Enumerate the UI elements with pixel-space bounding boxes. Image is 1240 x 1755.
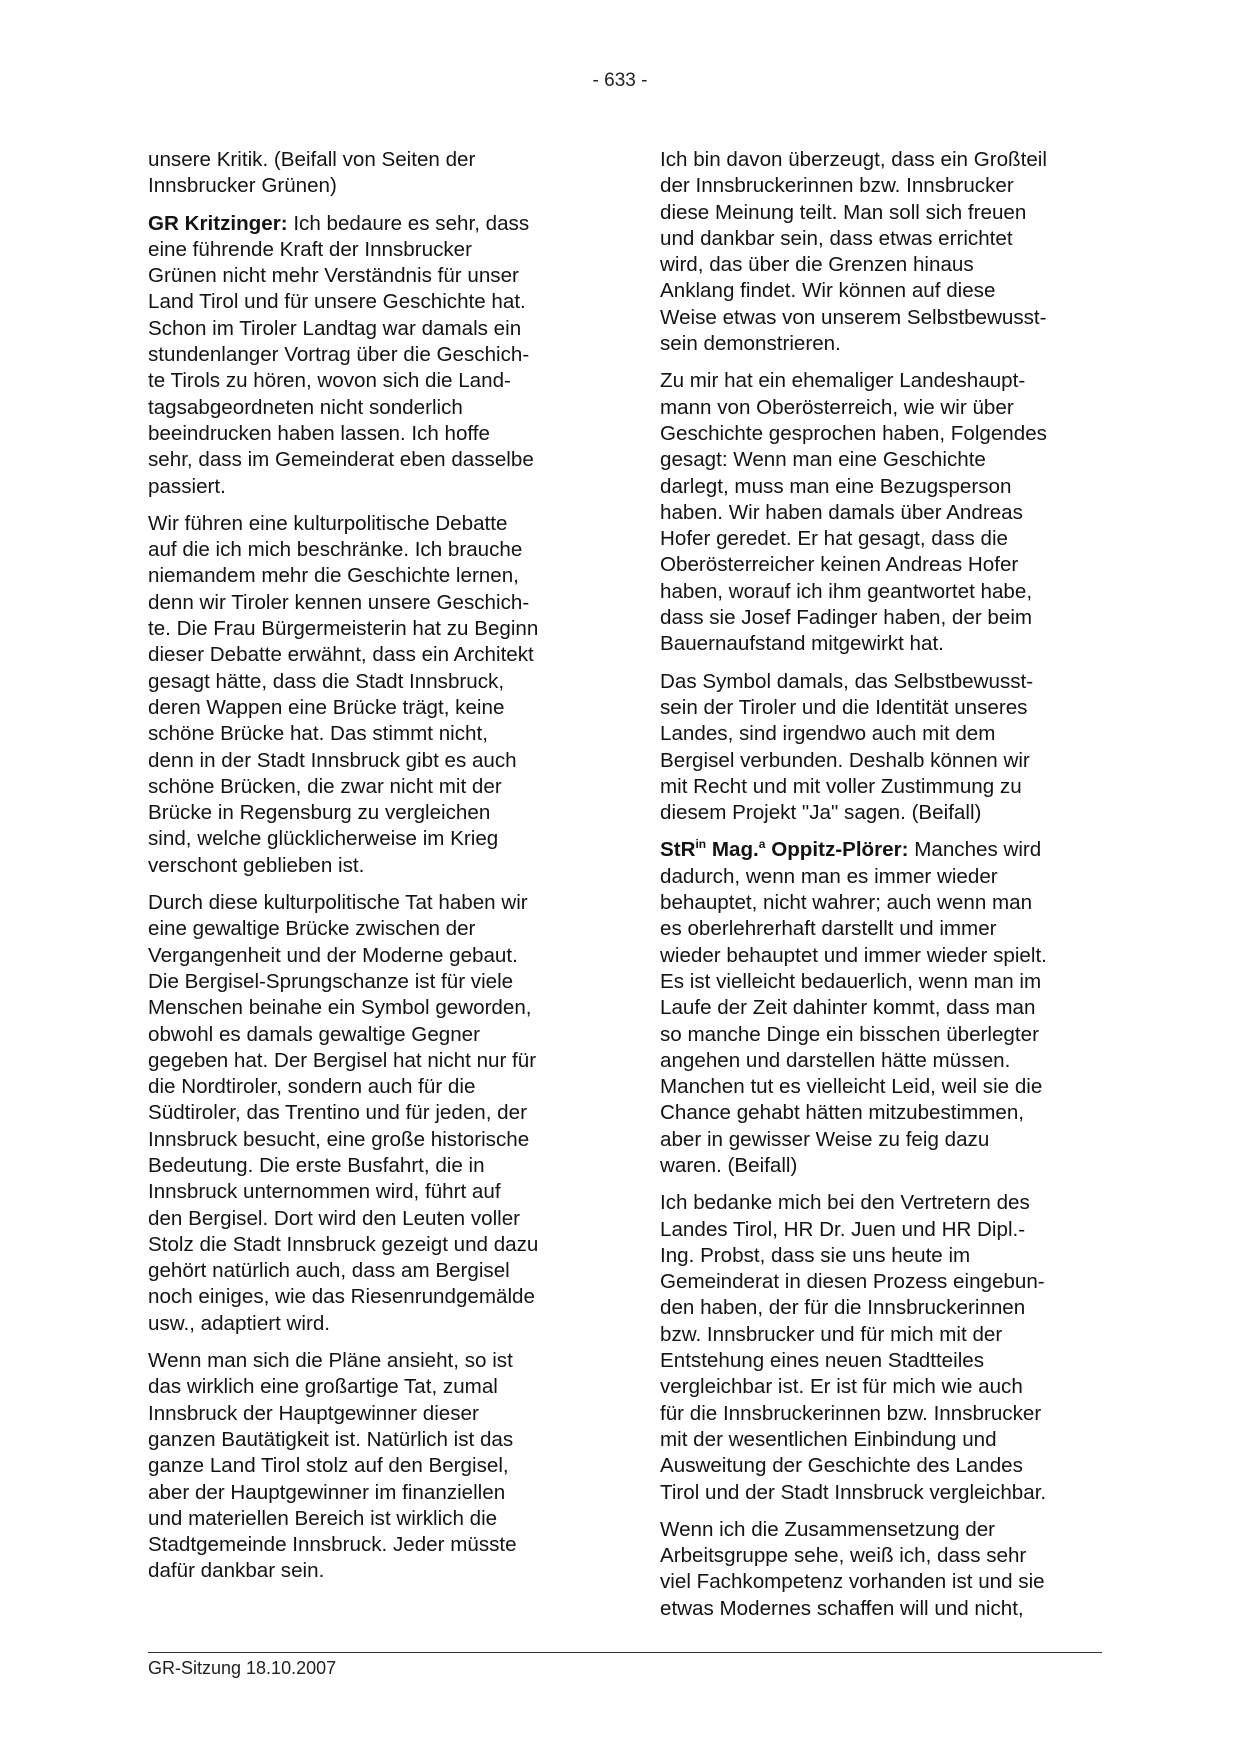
speaker-name: GR Kritzinger:: [148, 211, 288, 235]
right-column: [660, 147, 1105, 1633]
footer-divider: [148, 1652, 1102, 1653]
speaker-degree: Mag.: [706, 838, 759, 862]
paragraph: [148, 511, 593, 879]
speaker-name: [660, 838, 908, 861]
paragraph: [148, 890, 593, 1337]
speaker-degree-suffix: a: [758, 837, 766, 852]
paragraph-text: Ich bedanke mich bei den Vertretern des Landes Tirol, HR Dr. Juen und HR Dipl.- Ing. Probst, dass sie uns heute im Gemeinderat in diesen Prozess eingebun- den haben, der für die Innsbruckerinnen bzw. Innsbrucker und für mich mit der Entstehung eines neuen Stadtteiles vergleichbar ist. Er ist für mich wie auch für die Innsbruckerinnen bzw. Innsbrucker mit der wesentlichen Einbindung und Ausweitung der Geschichte des Landes Tirol und der Stadt Innsbruck vergleichbar.: [660, 1191, 1047, 1504]
paragraph-text: unsere Kritik. (Beifall von Seiten der Innsbrucker Grünen): [148, 148, 476, 198]
paragraph: [660, 837, 1105, 1179]
paragraph: [660, 147, 1105, 357]
speaker-surname: Oppitz-Plörer:: [765, 838, 909, 862]
page-number: - 633 -: [592, 70, 648, 91]
paragraph-text: Manches wird dadurch, wenn man es immer wieder behauptet, nicht wahrer; auch wenn man es oberlehrerhaft darstellt und immer wieder behauptet und immer wieder spielt. Es ist vielleicht bedauerlich, wenn man im Laufe der Zeit dahinter kommt, dass man so manche Dinge ein bisschen überlegter angehen und darstellen hätte müssen. Manchen tut es vielleicht Leid, weil sie die Chance gehabt hätten mitzubestimmen, aber in gewisser Weise zu feig dazu waren. (Beifall): [660, 838, 1047, 1177]
paragraph-text: Ich bin davon überzeugt, dass ein Großteil der Innsbruckerinnen bzw. Innsbrucker diese Meinung teilt. Man soll sich freuen und dankbar sein, dass etwas errichtet wird, das über die Grenzen hinaus Anklang findet. Wir können auf diese Weise etwas von unserem Selbstbewusst- sein demonstrieren.: [660, 148, 1047, 356]
paragraph-text: Wenn ich die Zusammensetzung der Arbeitsgruppe sehe, weiß ich, dass sehr viel Fachkompetenz vorhanden ist und sie etwas Modernes schaffen will und nicht,: [660, 1517, 1045, 1620]
left-column: [148, 147, 593, 1596]
paragraph-text: Ich bedaure es sehr, dass eine führende Kraft der Innsbrucker Grünen nicht mehr Verständnis für unser Land Tirol und für unsere Geschichte hat. Schon im Tiroler Landtag war damals ein stundenlanger Vortrag über die Geschich- te Tirols zu hören, wovon sich die Land- tagsabgeordneten nicht sonderlich beeindrucken haben lassen. Ich hoffe sehr, dass im Gemeinderat eben dasselbe passiert.: [148, 211, 534, 498]
paragraph-text: Wir führen eine kulturpolitische Debatte auf die ich mich beschränke. Ich brauche niemandem mehr die Geschichte lernen, denn wir Tiroler kennen unsere Geschich- te. Die Frau Bürgermeisterin hat zu Beginn dieser Debatte erwähnt, dass ein Architekt gesagt hätte, dass die Stadt Innsbruck, deren Wappen eine Brücke trägt, keine schöne Brücke hat. Das stimmt nicht, denn in der Stadt Innsbruck gibt es auch schöne Brücken, die zwar nicht mit der Brücke in Regensburg zu vergleichen sind, welche glücklicherweise im Krieg verschont geblieben ist.: [148, 511, 539, 877]
speaker-title: StR: [660, 838, 696, 862]
paragraph-text: Durch diese kulturpolitische Tat haben wir eine gewaltige Brücke zwischen der Vergangenheit und der Moderne gebaut. Die Bergisel-Sprungschanze ist für viele Menschen beinahe ein Symbol geworden, obwohl es damals gewaltige Gegner gegeben hat. Der Bergisel hat nicht nur für die Nordtiroler, sondern auch für die Südtiroler, das Trentino und für jeden, der Innsbruck besucht, eine große historische Bedeutung. Die erste Busfahrt, die in Innsbruck unternommen wird, führt auf den Bergisel. Dort wird den Leuten voller Stolz die Stadt Innsbruck gezeigt und dazu gehört natürlich auch, dass am Bergisel noch einiges, wie das Riesenrundgemälde usw., adaptiert wird.: [148, 891, 539, 1335]
speaker-title-suffix: in: [695, 837, 707, 852]
paragraph-text: Wenn man sich die Pläne ansieht, so ist das wirklich eine großartige Tat, zumal Innsbruck der Hauptgewinner dieser ganzen Bautätigkeit ist. Natürlich ist das ganze Land Tirol stolz auf den Bergisel, aber der Hauptgewinner im finanziellen und materiellen Bereich ist wirklich die Stadtgemeinde Innsbruck. Jeder müsste dafür dankbar sein.: [148, 1349, 517, 1583]
paragraph: [660, 1190, 1105, 1506]
paragraph: [660, 368, 1105, 657]
paragraph-text: Zu mir hat ein ehemaliger Landeshaupt- mann von Oberösterreich, wie wir über Geschichte gesprochen haben, Folgendes gesagt: Wenn man eine Geschichte darlegt, muss man eine Bezugsperson haben. Wir haben damals über Andreas Hofer geredet. Er hat gesagt, dass die Oberösterreicher keinen Andreas Hofer haben, worauf ich ihm geantwortet habe, dass sie Josef Fadinger haben, der beim Bauernaufstand mitgewirkt hat.: [660, 369, 1047, 656]
paragraph: [148, 147, 593, 200]
paragraph: [148, 211, 593, 500]
paragraph: [660, 1517, 1105, 1622]
paragraph-text: Das Symbol damals, das Selbstbewusst- sein der Tiroler und die Identität unseres Landes, sind irgendwo auch mit dem Bergisel verbunden. Deshalb können wir mit Recht und mit voller Zustimmung zu diesem Projekt "Ja" sagen. (Beifall): [660, 669, 1034, 825]
footer-text: GR-Sitzung 18.10.2007: [148, 1658, 337, 1678]
paragraph: [660, 669, 1105, 827]
paragraph: [148, 1348, 593, 1585]
